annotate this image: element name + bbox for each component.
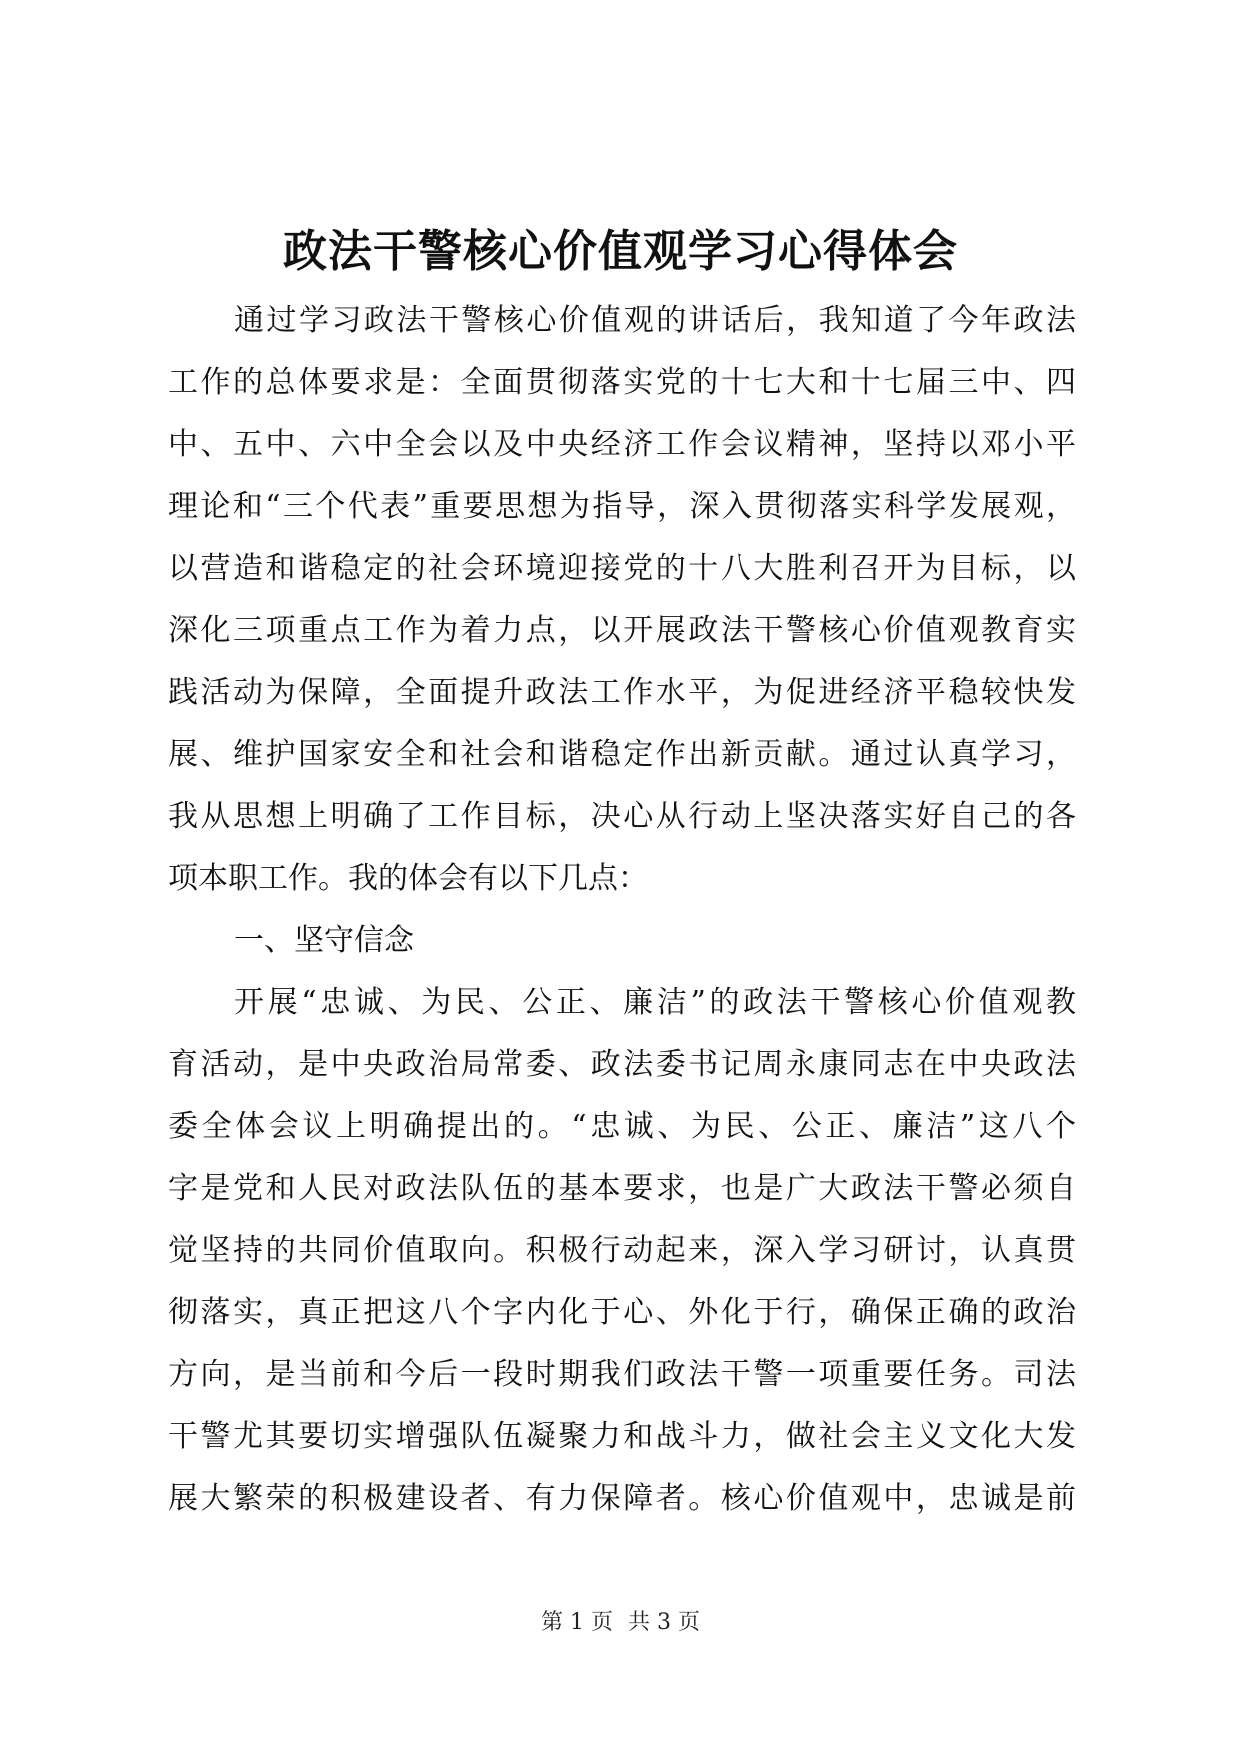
paragraph-line: 中、五中、六中全会以及中央经济工作会议精神，坚持以邓小平 <box>168 427 1076 462</box>
paragraph-line: 理论和“三个代表”重要思想为指导，深入贯彻落实科学发展观， <box>168 489 1076 524</box>
document-title: 政法干警核心价值观学习心得体会 <box>283 226 958 277</box>
document-body <box>168 290 1076 1530</box>
paragraph-line: 觉坚持的共同价值取向。积极行动起来，深入学习研讨，认真贯 <box>168 1233 1076 1268</box>
page-total: 共 3 页 <box>628 1610 700 1635</box>
paragraph-line: 以营造和谐稳定的社会环境迎接党的十八大胜利召开为目标，以 <box>168 551 1076 586</box>
paragraph-line: 委全体会议上明确提出的。“忠诚、为民、公正、廉洁”这八个 <box>168 1109 1076 1144</box>
page-footer <box>0 1608 1241 1638</box>
paragraph-line: 通过学习政法干警核心价值观的讲话后，我知道了今年政法 <box>234 303 1076 338</box>
paragraph-line: 彻落实，真正把这八个字内化于心、外化于行，确保正确的政治 <box>168 1295 1076 1330</box>
section-heading: 一、坚守信念 <box>234 923 414 958</box>
paragraph-line: 字是党和人民对政法队伍的基本要求，也是广大政法干警必须自 <box>168 1171 1076 1206</box>
paragraph-line: 深化三项重点工作为着力点，以开展政法干警核心价值观教育实 <box>168 613 1076 648</box>
paragraph-line: 工作的总体要求是：全面贯彻落实党的十七大和十七届三中、四 <box>168 365 1076 400</box>
paragraph-line: 我从思想上明确了工作目标，决心从行动上坚决落实好自己的各 <box>168 799 1076 834</box>
paragraph-line: 干警尤其要切实增强队伍凝聚力和战斗力，做社会主义文化大发 <box>168 1419 1076 1454</box>
paragraph-line: 方向，是当前和今后一段时期我们政法干警一项重要任务。司法 <box>168 1357 1076 1392</box>
paragraph-line: 展大繁荣的积极建设者、有力保障者。核心价值观中，忠诚是前 <box>168 1481 1076 1516</box>
paragraph-line: 育活动，是中央政治局常委、政法委书记周永康同志在中央政法 <box>168 1047 1076 1082</box>
paragraph-line: 践活动为保障，全面提升政法工作水平，为促进经济平稳较快发 <box>168 675 1076 710</box>
paragraph-line: 项本职工作。我的体会有以下几点： <box>168 861 648 896</box>
page-number: 第 1 页 <box>541 1610 613 1635</box>
paragraph-line: 开展“忠诚、为民、公正、廉洁”的政法干警核心价值观教 <box>234 985 1076 1020</box>
paragraph-line: 展、维护国家安全和社会和谐稳定作出新贡献。通过认真学习， <box>168 737 1076 772</box>
